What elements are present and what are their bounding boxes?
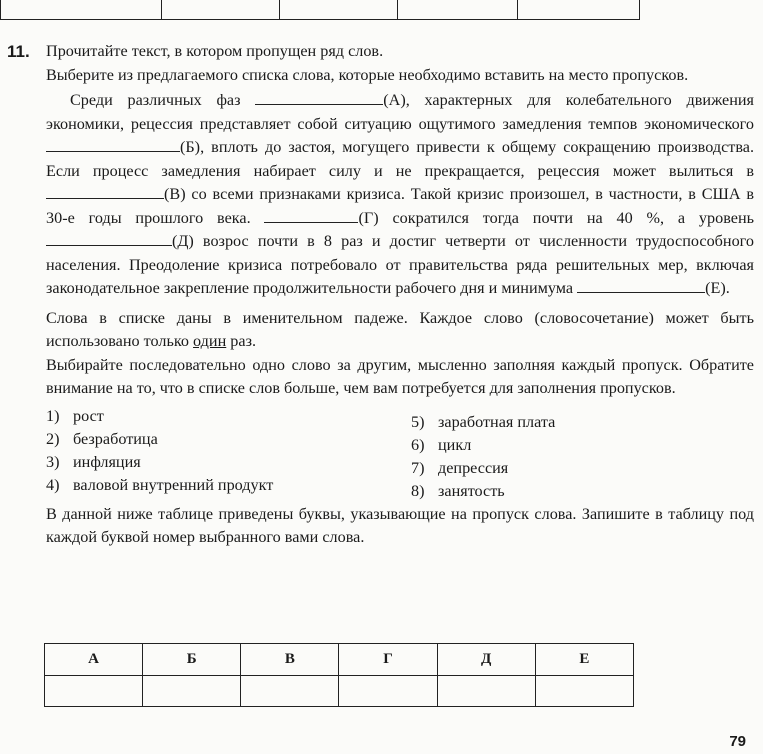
header-cell-b: Б — [143, 644, 241, 676]
blank-g[interactable] — [264, 208, 358, 223]
header-cell-d: Д — [437, 644, 535, 676]
header-cell-g: Г — [339, 644, 437, 676]
list-item: 5) заработная плата — [411, 412, 556, 431]
table-divider — [397, 0, 398, 19]
blank-v[interactable] — [46, 184, 164, 199]
table-divider — [517, 0, 518, 19]
list-item: 3) инфляция — [46, 452, 141, 471]
word-list — [46, 405, 754, 503]
answer-cell-d[interactable] — [437, 675, 535, 707]
answer-table-input-row — [45, 675, 634, 707]
answer-cell-g[interactable] — [339, 675, 437, 707]
intro-line-1: Прочитайте текст, в котором пропущен ряд слов. — [46, 42, 384, 60]
blank-e[interactable] — [577, 278, 705, 293]
answer-cell-e[interactable] — [535, 675, 633, 707]
header-cell-a: А — [45, 644, 143, 676]
previous-answer-table-edge — [0, 0, 640, 20]
list-item: 8) занятость — [411, 481, 505, 500]
instruction-1: Слова в списке даны в именительном падеже. Каждое слово (словосочетание) может быть использовано только один раз. — [46, 308, 754, 350]
task-intro — [46, 40, 754, 87]
word-list-left — [46, 405, 411, 503]
list-item: 7) депрессия — [411, 458, 509, 477]
table-divider — [161, 0, 162, 19]
question-number: 11. — [7, 42, 30, 61]
table-instruction: В данной ниже таблице приведены буквы, указывающие на пропуск слова. Запишите в таблицу под каждой буквой номер выбранного вами слова. — [46, 504, 754, 546]
answer-table-header-row — [45, 644, 634, 676]
answer-cell-b[interactable] — [143, 675, 241, 707]
list-item: 6) цикл — [411, 435, 472, 454]
list-item: 4) валовой внутренний продукт — [46, 475, 274, 494]
gapped-text — [46, 89, 754, 301]
answer-cell-a[interactable] — [45, 675, 143, 707]
instructions — [46, 307, 754, 401]
blank-d[interactable] — [46, 231, 172, 246]
header-cell-v: В — [241, 644, 339, 676]
question-content — [46, 40, 754, 550]
instruction-2: Выбирайте последовательно одно слово за другим, мысленно заполняя каждый пропуск. Обратите внимание на то, что в списке слов больше, чем вам потребуется для заполнения пропусков. — [46, 355, 754, 397]
answer-table — [44, 643, 634, 707]
blank-b[interactable] — [46, 137, 180, 152]
blank-a[interactable] — [255, 90, 383, 105]
page-number: 79 — [729, 733, 746, 750]
list-item: 1) рост — [46, 406, 104, 425]
word-list-right — [411, 405, 711, 503]
underlined-word: один — [193, 332, 227, 350]
table-divider — [279, 0, 280, 19]
header-cell-e: Е — [535, 644, 633, 676]
gapped-paragraph: Среди различных фаз (А), характерных для колебательного движения экономики, рецессия представляет собой ситуацию ощутимого замедления темпов экономического (Б), вплоть до застоя, могущего привести к общему сокращению производства. Если процесс замедления набирает силу и не прекращается, рецессия может вылиться в (В) со всеми признаками кризиса. Такой кризис произошел, в частности, в США в 30-е годы прошлого века. (Г) сократился тогда почти на 40 %, а уровень (Д) возрос почти в 8 раз и достиг четверти от численности трудоспособного населения. Преодоление кризиса потребовало от правительства ряда решительных мер, включая законодательное закрепление продолжительности рабочего дня и минимума (Е). — [46, 91, 754, 297]
list-item: 2) безработица — [46, 429, 158, 448]
intro-line-2: Выберите из предлагаемого списка слова, которые необходимо вставить на место пропусков. — [46, 65, 689, 84]
answer-cell-v[interactable] — [241, 675, 339, 707]
